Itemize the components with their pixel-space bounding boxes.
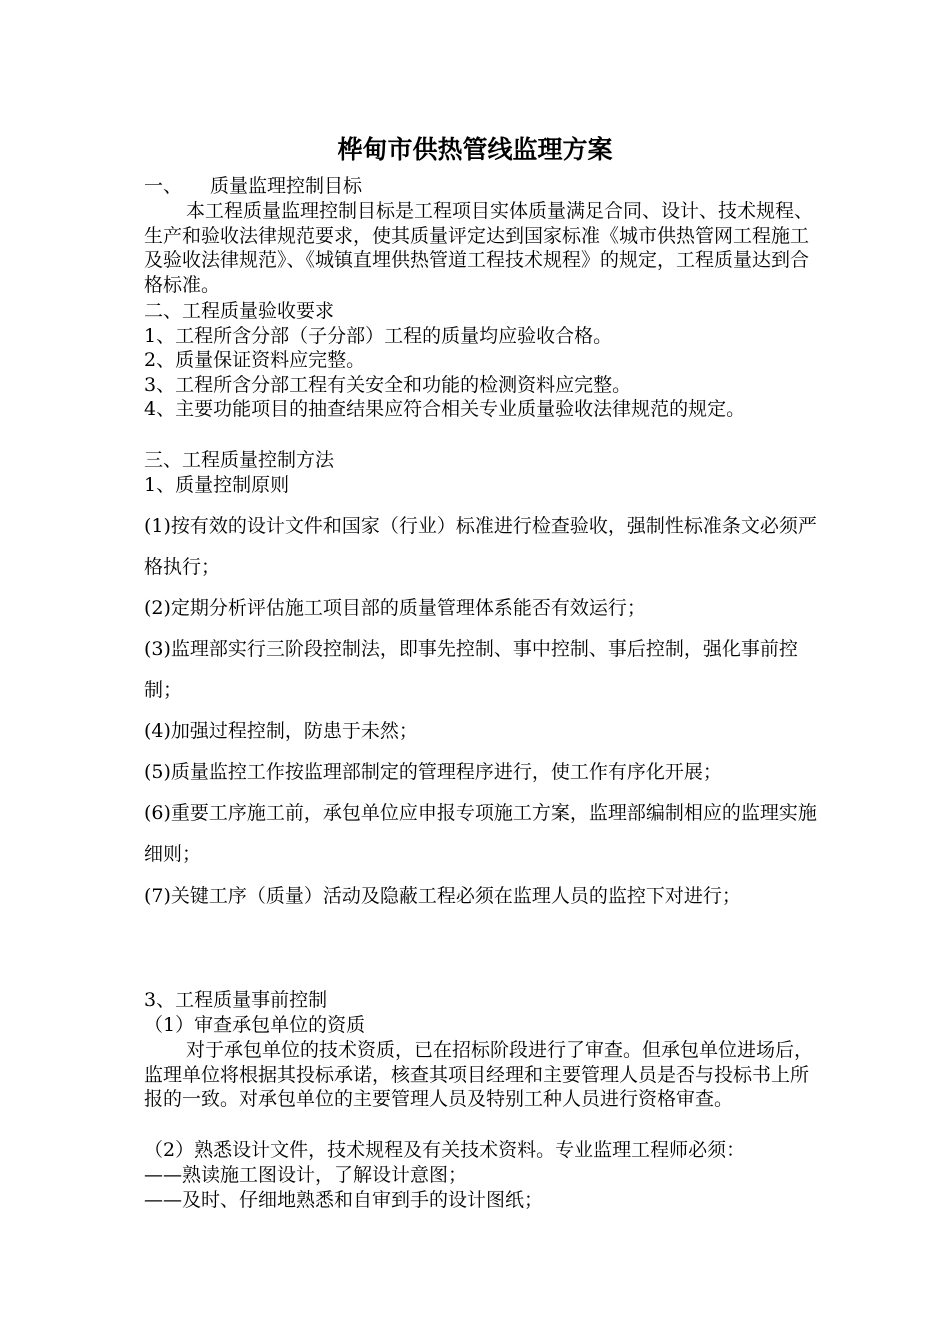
dash-item: ——及时、仔细地熟悉和自审到手的设计图纸； xyxy=(144,1189,544,1211)
item-1-heading: （1）审查承包单位的资质 xyxy=(144,1014,366,1036)
principle-item: (7)关键工序（质量）活动及隐蔽工程必须在监理人员的监控下对进行； xyxy=(144,885,741,907)
document-title: 桦甸市供热管线监理方案 xyxy=(337,135,613,164)
requirement-item: 2、质量保证资料应完整。 xyxy=(144,349,366,371)
section-1-number: 一、 xyxy=(144,175,183,197)
section-1-title: 质量监理控制目标 xyxy=(210,175,363,197)
section-3-heading: 三、工程质量控制方法 xyxy=(144,449,335,471)
section-2-heading: 二、工程质量验收要求 xyxy=(144,300,335,322)
principle-item: (4)加强过程控制，防患于未然； xyxy=(144,720,418,742)
principle-item: (5)质量监控工作按监理部制定的管理程序进行，使工作有序化开展； xyxy=(144,761,722,783)
section-1-paragraph: 本工程质量监理控制目标是工程项目实体质量满足合同、设计、技术规程、生产和验收法律规范要求，使其质量评定达到国家标准《城市供热管网工程施工及验收法律规范》、《城镇直埋供热管道工程技术规程》的规定，工程质量达到合格标准。 xyxy=(144,200,814,296)
item-1-paragraph: 对于承包单位的技术资质，已在招标阶段进行了审查。但承包单位进场后，监理单位将根据其投标承诺，核查其项目经理和主要管理人员是否与投标书上所报的一致。对承包单位的主要管理人员及特别工种人员进行资格审查。 xyxy=(144,1039,814,1110)
principle-item: (1)按有效的设计文件和国家（行业）标准进行检查验收，强制性标准条文必须严格执行； xyxy=(144,515,817,578)
principle-item: (3)监理部实行三阶段控制法，即事先控制、事中控制、事后控制，强化事前控制； xyxy=(144,638,798,701)
section-3-subheading: 1、质量控制原则 xyxy=(144,474,290,496)
section-1-heading xyxy=(144,174,824,199)
section-4-heading: 3、工程质量事前控制 xyxy=(144,989,328,1011)
requirement-item: 3、工程所含分部工程有关安全和功能的检测资料应完整。 xyxy=(144,374,632,396)
principle-item: (2)定期分析评估施工项目部的质量管理体系能否有效运行； xyxy=(144,597,646,619)
dash-item: ——熟读施工图设计，了解设计意图； xyxy=(144,1164,468,1186)
principle-item: (6)重要工序施工前，承包单位应申报专项施工方案，监理部编制相应的监理实施细则； xyxy=(144,802,817,865)
requirement-item: 1、工程所含分部（子分部）工程的质量均应验收合格。 xyxy=(144,325,613,347)
requirement-item: 4、主要功能项目的抽查结果应符合相关专业质量验收法律规范的规定。 xyxy=(144,398,746,420)
item-2-heading: （2）熟悉设计文件，技术规程及有关技术资料。专业监理工程师必须： xyxy=(144,1139,746,1161)
